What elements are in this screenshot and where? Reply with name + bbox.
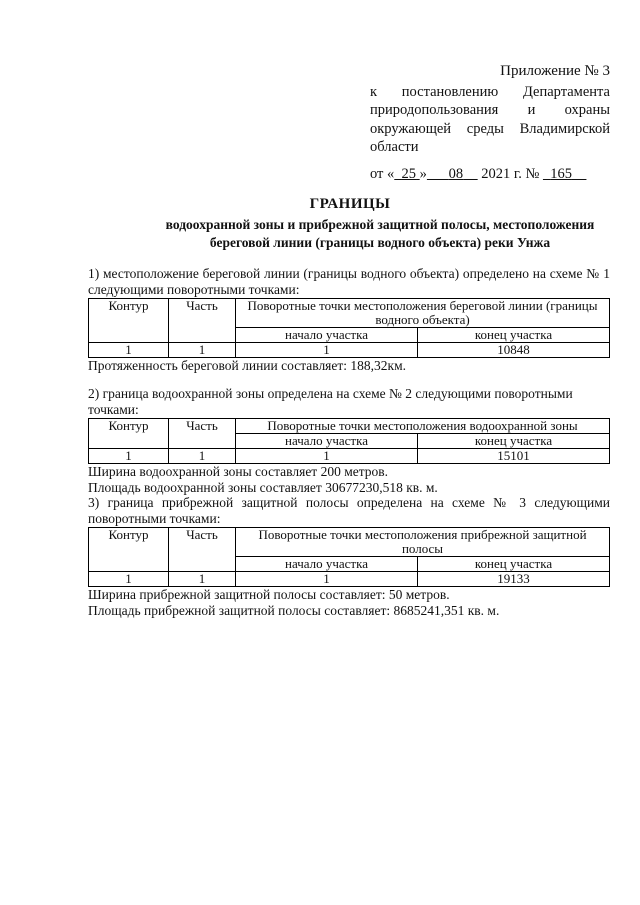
- date-quote-close: »: [419, 165, 427, 182]
- points-table: [88, 298, 610, 358]
- document-title: [90, 196, 610, 252]
- appendix-date: [370, 165, 610, 184]
- points-table: [88, 527, 610, 587]
- col-points: Поворотные точки местоположения прибрежной защитной полосы: [236, 528, 610, 557]
- cell-start: 1: [236, 449, 418, 464]
- section-note: Протяженность береговой линии составляет: 188,32км.: [88, 358, 407, 373]
- appendix-block: [370, 62, 610, 183]
- title-line-1: водоохранной зоны и прибрежной защитной полосы, местоположения: [165, 217, 595, 232]
- title-line-2: береговой линии (границы водного объекта) реки Унжа: [209, 235, 551, 250]
- section-note: Площадь прибрежной защитной полосы составляет: 8685241,351 кв. м.: [88, 603, 500, 618]
- col-part: Часть: [169, 419, 236, 449]
- cell-start: 1: [236, 572, 418, 587]
- cell-part: 1: [169, 449, 236, 464]
- appendix-title: Приложение № 3: [500, 63, 610, 79]
- date-month: 08: [448, 165, 464, 182]
- col-contour: Контур: [89, 419, 169, 449]
- cell-contour: 1: [89, 449, 169, 464]
- cell-part: 1: [169, 572, 236, 587]
- cell-end: 15101: [418, 449, 610, 464]
- appendix-line-1: к постановлению Департамента: [370, 83, 610, 100]
- points-table: [88, 418, 610, 464]
- section-note: Площадь водоохранной зоны составляет 30677230,518 кв. м.: [88, 480, 438, 495]
- appendix-line-3: окружающей среды Владимирской: [370, 120, 610, 137]
- col-points: Поворотные точки местоположения водоохранной зоны: [236, 419, 610, 434]
- title-subtitle: [90, 216, 610, 252]
- title-main: ГРАНИЦЫ: [309, 196, 391, 212]
- section-3: [88, 495, 610, 619]
- section-note: Ширина водоохранной зоны составляет 200 метров.: [88, 464, 389, 479]
- col-start: начало участка: [236, 434, 418, 449]
- col-points: Поворотные точки местоположения береговой линии (границы водного объекта): [236, 299, 610, 328]
- table-row: [89, 572, 610, 587]
- col-start: начало участка: [236, 328, 418, 343]
- section-heading: 1) местоположение береговой линии (границы водного объекта) определено на схеме № 1 следующими поворотными точками:: [88, 266, 610, 297]
- section-note: Ширина прибрежной защитной полосы составляет: 50 метров.: [88, 587, 450, 602]
- section-heading: 2) граница водоохранной зоны определена на схеме № 2 следующими поворотными точками:: [88, 386, 573, 417]
- cell-part: 1: [169, 343, 236, 358]
- cell-contour: 1: [89, 572, 169, 587]
- col-end: конец участка: [418, 434, 610, 449]
- col-start: начало участка: [236, 557, 418, 572]
- date-year-no: 2021 г. №: [481, 165, 540, 182]
- cell-contour: 1: [89, 343, 169, 358]
- col-part: Часть: [169, 299, 236, 343]
- col-end: конец участка: [418, 328, 610, 343]
- appendix-line-2: природопользования и охраны: [370, 102, 610, 118]
- col-contour: Контур: [89, 528, 169, 572]
- doc-number: 165: [550, 165, 572, 182]
- section-heading: 3) граница прибрежной защитной полосы определена на схеме № 3 следующими поворотными точками:: [88, 495, 610, 526]
- appendix-line-4: области: [370, 139, 419, 155]
- cell-end: 19133: [418, 572, 610, 587]
- cell-start: 1: [236, 343, 418, 358]
- section-1: [88, 266, 610, 374]
- col-end: конец участка: [418, 557, 610, 572]
- date-day: 25: [401, 165, 417, 182]
- section-2: [88, 386, 610, 496]
- cell-end: 10848: [418, 343, 610, 358]
- date-prefix: от «: [370, 165, 395, 182]
- table-row: [89, 343, 610, 358]
- col-part: Часть: [169, 528, 236, 572]
- col-contour: Контур: [89, 299, 169, 343]
- table-row: [89, 449, 610, 464]
